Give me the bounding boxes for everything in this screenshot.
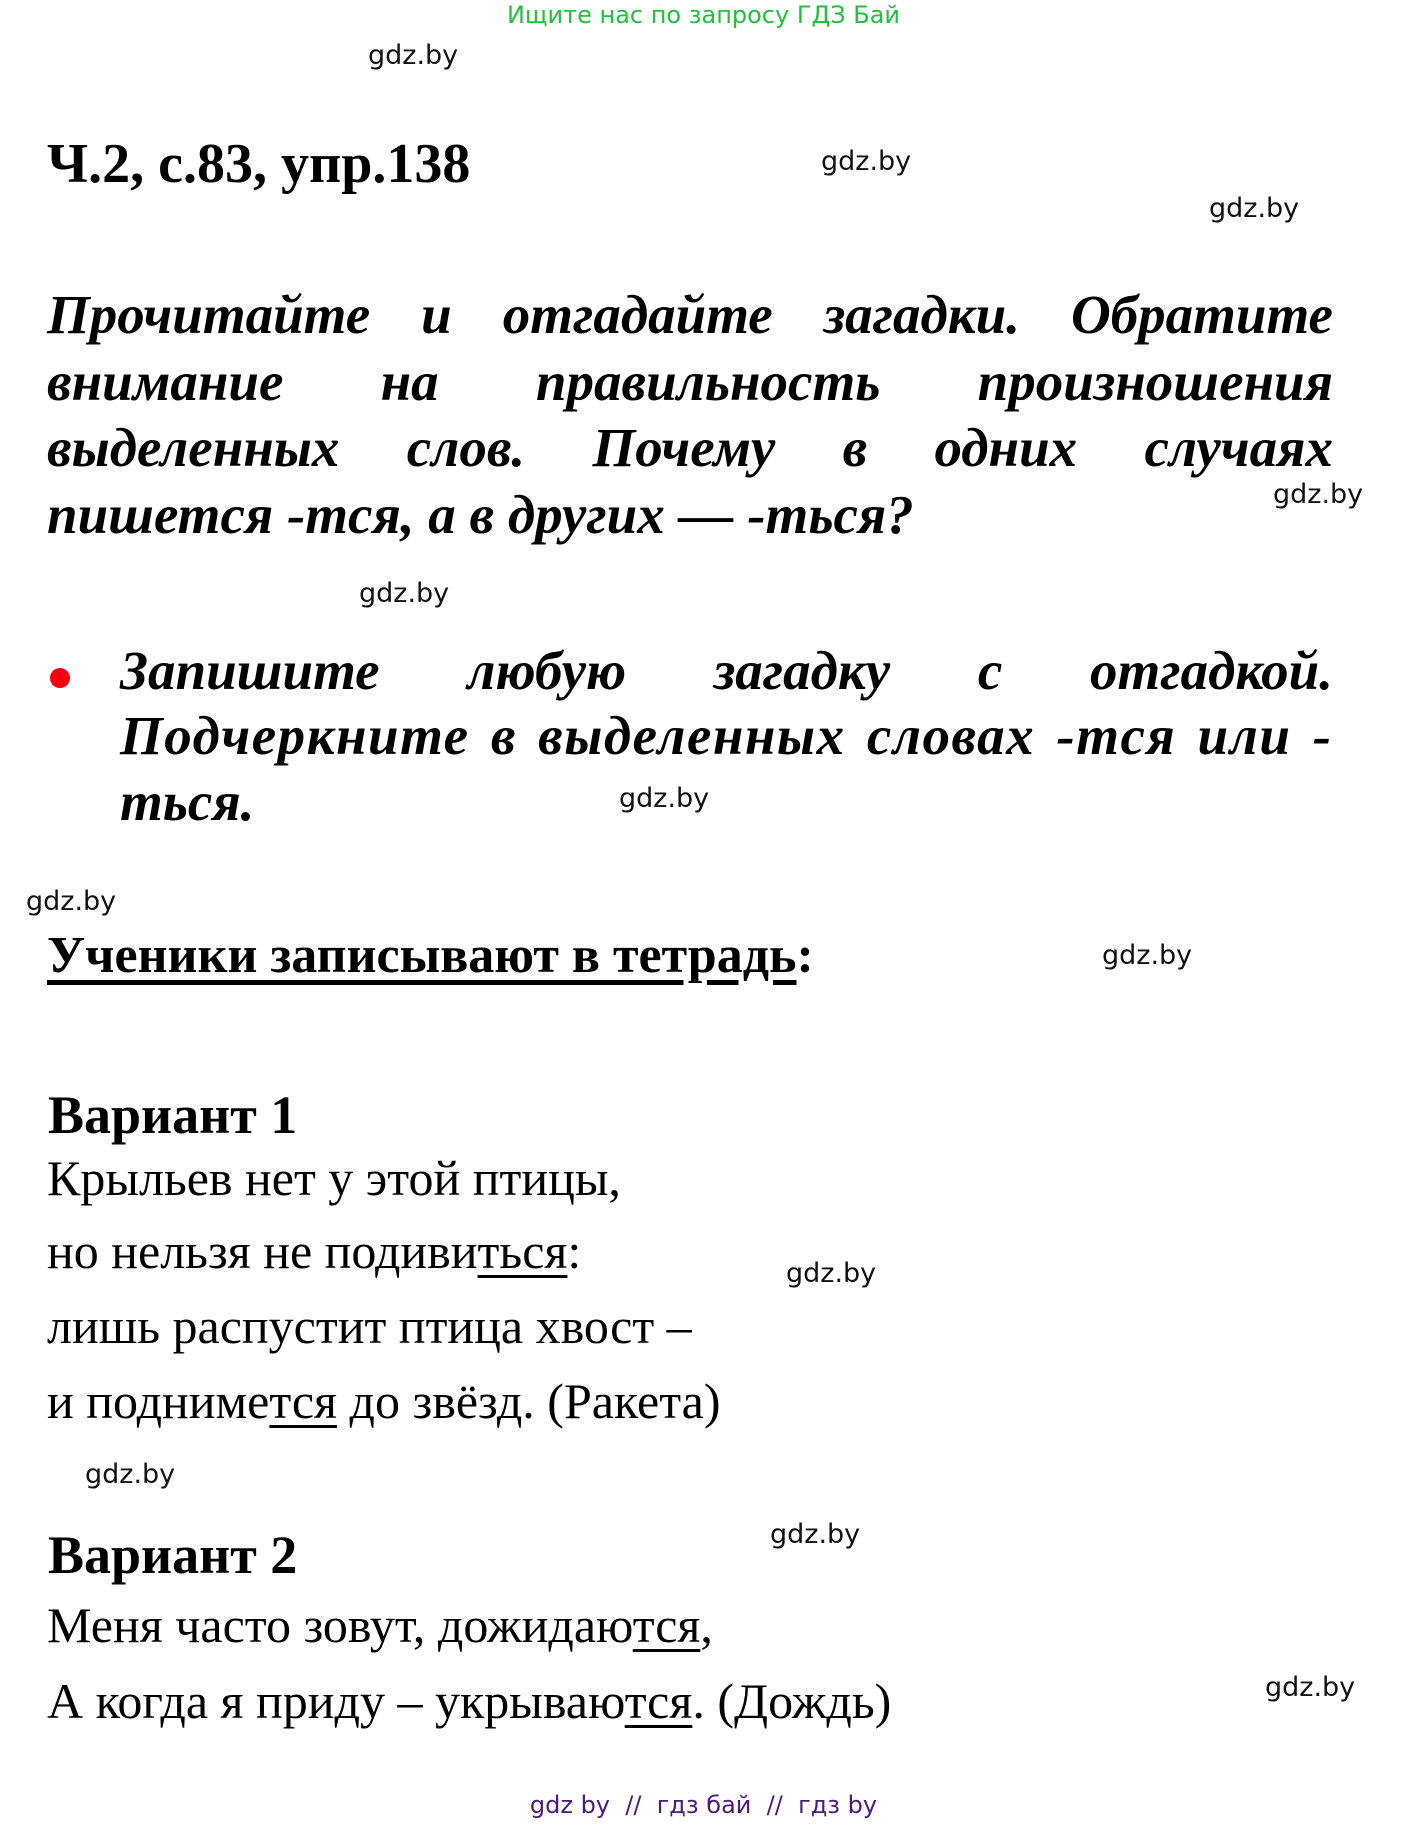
word: загадку bbox=[713, 640, 891, 701]
page-title: Ч.2, с.83, упр.138 bbox=[47, 133, 471, 195]
variant-2-label: Вариант 2 bbox=[48, 1525, 298, 1585]
word: выделенных bbox=[47, 417, 340, 478]
task-line bbox=[47, 415, 1333, 481]
task-line bbox=[47, 282, 1333, 348]
heading-colon: : bbox=[796, 927, 814, 984]
word: загадки. bbox=[823, 284, 1020, 345]
word: и bbox=[421, 284, 452, 345]
watermark: gdz.by bbox=[619, 783, 710, 814]
task-line bbox=[120, 703, 1333, 769]
poem-line bbox=[47, 1296, 692, 1356]
text: Крыльев нет у этой птицы, bbox=[47, 1150, 621, 1206]
word: внимание bbox=[47, 351, 284, 412]
watermark: gdz.by bbox=[786, 1258, 877, 1289]
text: : bbox=[567, 1223, 582, 1279]
text: . (Дождь) bbox=[692, 1673, 892, 1729]
poem-line bbox=[47, 1221, 581, 1281]
watermark: gdz.by bbox=[770, 1519, 861, 1550]
watermark: gdz.by bbox=[26, 886, 117, 917]
word: отгадкой. bbox=[1089, 640, 1333, 701]
word: Прочитайте bbox=[47, 284, 371, 345]
underlined-ending: тся bbox=[632, 1597, 701, 1653]
task-line bbox=[47, 349, 1333, 415]
poem-line bbox=[47, 1671, 891, 1731]
text: но нельзя не подиви bbox=[47, 1223, 478, 1279]
text: лишь распустит птица хвост – bbox=[47, 1298, 692, 1354]
poem-line bbox=[47, 1371, 721, 1431]
heading-text: Ученики записывают в тетрадь bbox=[47, 927, 797, 984]
underlined-ending: тся bbox=[269, 1373, 338, 1429]
watermark: gdz.by bbox=[368, 40, 459, 71]
poem-line bbox=[47, 1148, 621, 1208]
word: любую bbox=[467, 640, 627, 701]
watermark: gdz.by bbox=[85, 1459, 176, 1490]
word: правильность bbox=[535, 351, 881, 412]
watermark: gdz.by bbox=[1273, 479, 1364, 510]
task-line bbox=[120, 638, 1333, 704]
word: отгадайте bbox=[502, 284, 773, 345]
underlined-ending: ться bbox=[477, 1223, 568, 1279]
word: в bbox=[842, 417, 868, 478]
word: слов. bbox=[406, 417, 526, 478]
section-heading bbox=[47, 924, 814, 988]
watermark: gdz.by bbox=[1102, 940, 1193, 971]
watermark: gdz.by bbox=[1265, 1672, 1356, 1703]
watermark: gdz.by bbox=[1209, 193, 1300, 224]
text: А когда я приду – укрываю bbox=[47, 1673, 625, 1729]
watermark: gdz.by bbox=[359, 578, 450, 609]
watermark: gdz.by bbox=[821, 146, 912, 177]
text: , bbox=[700, 1597, 713, 1653]
text: до звёзд. (Ракета) bbox=[337, 1373, 721, 1429]
search-banner: Ищите нас по запросу ГДЗ Бай bbox=[506, 1, 901, 29]
word: случаях bbox=[1144, 417, 1333, 478]
variant-1-label: Вариант 1 bbox=[48, 1085, 298, 1145]
word: на bbox=[380, 351, 439, 412]
bullet-icon bbox=[50, 668, 70, 688]
word: произношения bbox=[977, 351, 1333, 412]
word: пишется -тся, а в других — -ться? bbox=[47, 484, 914, 545]
word: Запишите bbox=[120, 640, 380, 701]
poem-line bbox=[47, 1595, 713, 1655]
word: Обратите bbox=[1070, 284, 1333, 345]
footer-links: gdz by // гдз бай // гдз by bbox=[529, 1791, 878, 1819]
word: Подчеркните в выделенных словах -тся или - bbox=[120, 705, 1333, 766]
underlined-ending: тся bbox=[624, 1673, 693, 1729]
text: Меня часто зовут, дожидаю bbox=[47, 1597, 633, 1653]
word: ться. bbox=[120, 771, 255, 832]
task-line bbox=[120, 769, 1333, 835]
text: и поднимe bbox=[47, 1373, 270, 1429]
word: одних bbox=[934, 417, 1078, 478]
word: Почему bbox=[592, 417, 776, 478]
word: с bbox=[977, 640, 1003, 701]
task-line bbox=[47, 482, 1333, 548]
